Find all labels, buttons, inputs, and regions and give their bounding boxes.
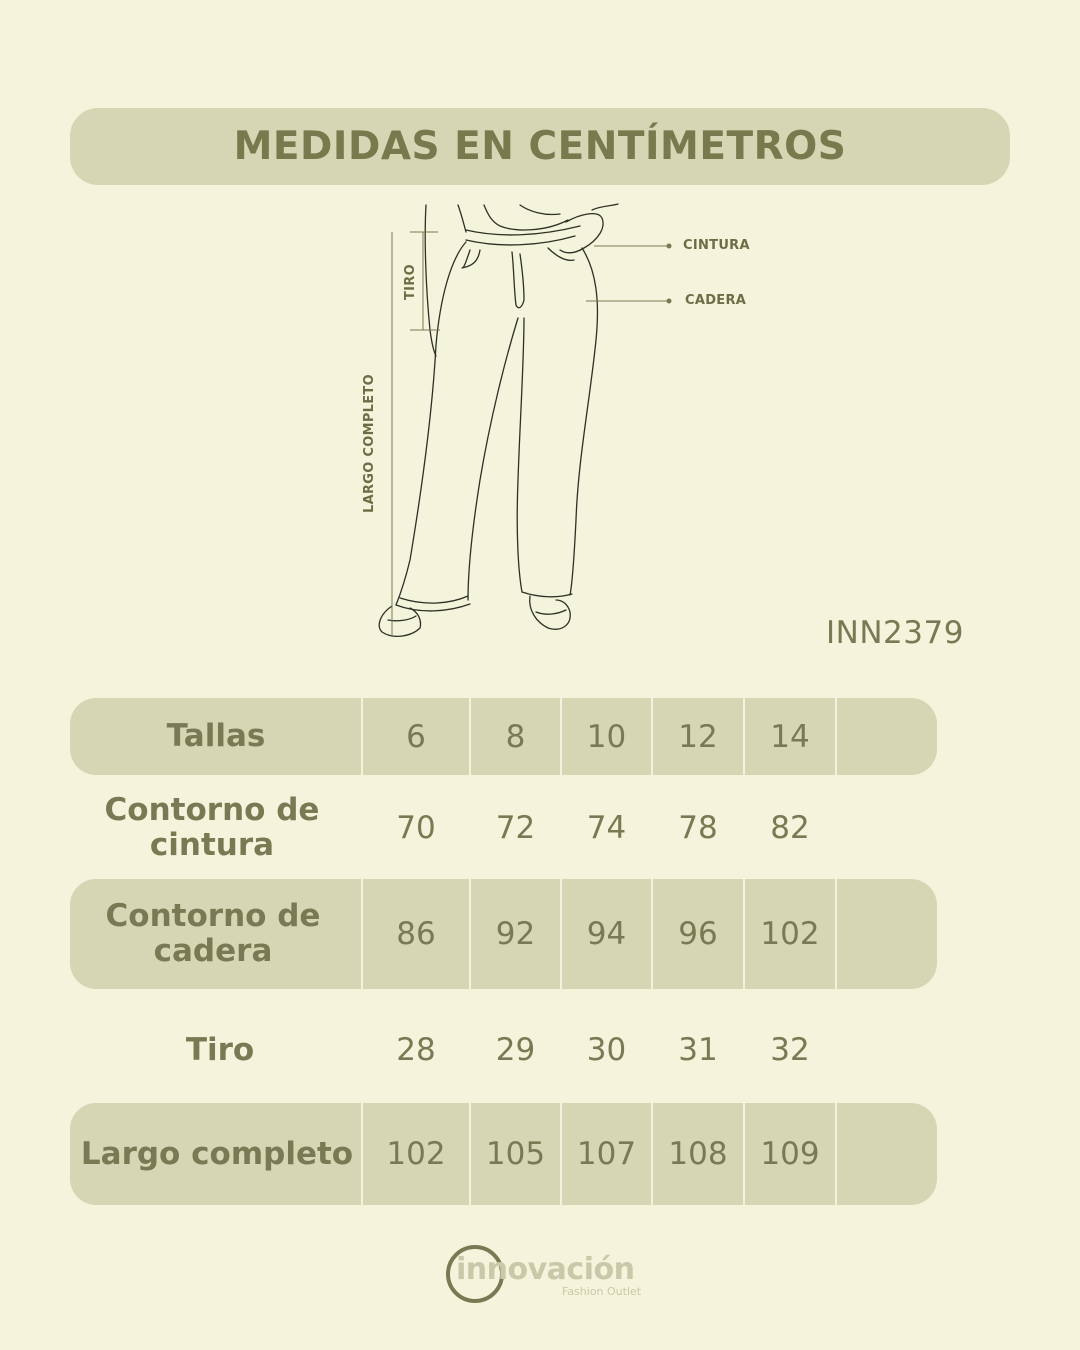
cintura-label: CINTURA xyxy=(683,238,750,253)
table-row-cadera xyxy=(70,879,937,989)
jeans-illustration xyxy=(0,0,1080,660)
row-header: Tiro xyxy=(185,1031,255,1068)
table-cell: 28 xyxy=(396,1032,436,1068)
tiro-label: TIRO xyxy=(403,264,418,300)
product-code: INN2379 xyxy=(826,615,964,651)
table-cell: 14 xyxy=(770,718,810,755)
title-bar xyxy=(70,108,1010,185)
row-header: Contorno de cintura xyxy=(104,791,320,863)
table-cell: 72 xyxy=(495,809,536,846)
table-cell: 74 xyxy=(586,809,627,846)
table-cell: 31 xyxy=(678,1032,718,1068)
page-title: MEDIDAS EN CENTÍMETROS xyxy=(233,124,847,169)
table-cell: 29 xyxy=(495,1032,536,1068)
table-cell: 107 xyxy=(576,1136,637,1172)
table-row-tallas xyxy=(70,698,937,775)
table-cell: 102 xyxy=(386,1136,446,1172)
row-header: Tallas xyxy=(166,718,266,754)
table-cell: 102 xyxy=(760,916,820,952)
table-row-tiro xyxy=(70,1012,937,1088)
brand-name: innovación xyxy=(456,1252,635,1287)
row-header: Contorno de cadera xyxy=(105,898,321,969)
table-cell: 70 xyxy=(396,809,436,846)
brand-tagline: Fashion Outlet xyxy=(562,1285,642,1298)
cadera-label: CADERA xyxy=(685,293,747,308)
table-cell: 8 xyxy=(505,718,526,755)
table-cell: 109 xyxy=(760,1136,820,1172)
table-cell: 108 xyxy=(668,1136,728,1172)
table-cell: 32 xyxy=(770,1032,810,1068)
row-header: Largo completo xyxy=(80,1135,354,1172)
table-cell: 6 xyxy=(406,718,426,755)
table-cell: 12 xyxy=(678,718,718,755)
table-cell: 82 xyxy=(770,809,810,846)
table-cell: 96 xyxy=(678,916,718,952)
brand-logo xyxy=(446,1244,646,1314)
largo-completo-label: LARGO COMPLETO xyxy=(362,374,377,513)
table-cell: 78 xyxy=(678,809,718,846)
table-cell: 86 xyxy=(396,916,436,952)
table-row-largo xyxy=(70,1103,937,1205)
table-cell: 92 xyxy=(495,916,536,952)
table-cell: 105 xyxy=(485,1136,546,1172)
table-cell: 10 xyxy=(586,718,627,755)
table-cell: 94 xyxy=(586,916,627,952)
table-row-cintura xyxy=(70,790,937,865)
table-cell: 30 xyxy=(586,1032,627,1068)
